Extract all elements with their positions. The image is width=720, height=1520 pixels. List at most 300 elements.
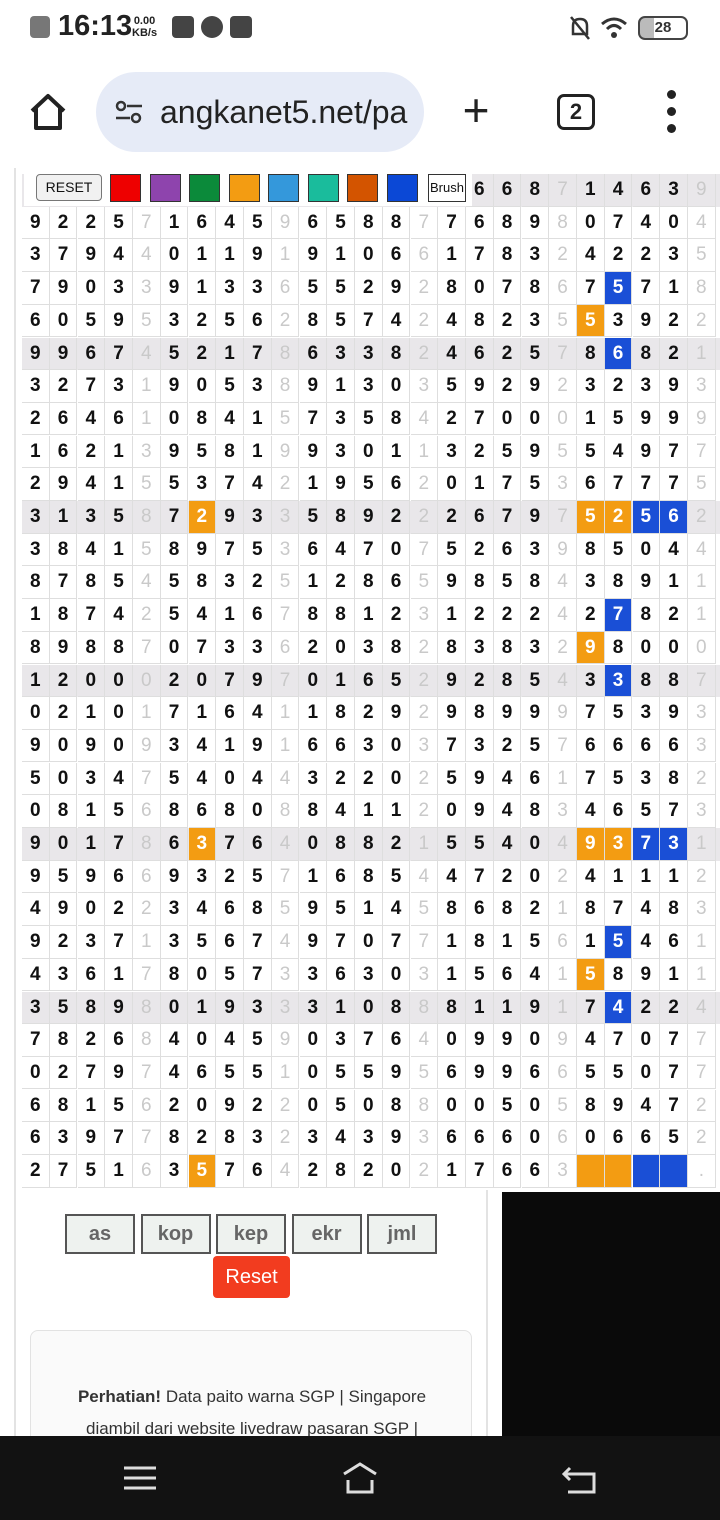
- grid-cell[interactable]: 6: [633, 174, 661, 207]
- grid-cell[interactable]: 2: [272, 1090, 300, 1123]
- grid-cell[interactable]: 6: [383, 239, 411, 272]
- grid-cell[interactable]: 1: [688, 338, 716, 371]
- grid-cell[interactable]: 8: [300, 795, 328, 828]
- grid-cell[interactable]: 1: [300, 697, 328, 730]
- grid-cell[interactable]: 3: [355, 730, 383, 763]
- grid-cell[interactable]: 4: [411, 861, 439, 894]
- grid-cell[interactable]: 7: [327, 926, 355, 959]
- grid-cell[interactable]: 2: [383, 501, 411, 534]
- grid-cell[interactable]: 6: [161, 828, 189, 861]
- grid-cell[interactable]: 3: [411, 730, 439, 763]
- grid-cell[interactable]: 5: [522, 926, 550, 959]
- grid-cell[interactable]: 4: [216, 207, 244, 240]
- grid-cell[interactable]: 2: [78, 1024, 106, 1057]
- grid-cell[interactable]: 8: [660, 665, 688, 698]
- grid-cell[interactable]: 8: [466, 926, 494, 959]
- grid-cell[interactable]: 9: [383, 272, 411, 305]
- grid-cell[interactable]: 8: [133, 992, 161, 1025]
- grid-cell[interactable]: 3: [577, 665, 605, 698]
- grid-cell[interactable]: 3: [300, 959, 328, 992]
- grid-cell[interactable]: 9: [522, 992, 550, 1025]
- grid-cell[interactable]: 4: [161, 1024, 189, 1057]
- grid-cell[interactable]: 2: [605, 239, 633, 272]
- grid-cell[interactable]: 6: [133, 861, 161, 894]
- grid-cell[interactable]: 8: [189, 566, 217, 599]
- grid-cell[interactable]: 2: [355, 697, 383, 730]
- grid-cell[interactable]: 1: [355, 795, 383, 828]
- grid-cell[interactable]: 1: [438, 926, 466, 959]
- grid-cell[interactable]: 4: [577, 861, 605, 894]
- grid-cell[interactable]: 5: [133, 534, 161, 567]
- grid-cell[interactable]: 2: [633, 239, 661, 272]
- color-swatch[interactable]: [189, 174, 220, 202]
- grid-cell[interactable]: 6: [189, 1057, 217, 1090]
- grid-cell[interactable]: 9: [244, 665, 272, 698]
- grid-cell[interactable]: 5: [50, 861, 78, 894]
- grid-cell[interactable]: 8: [133, 828, 161, 861]
- grid-cell[interactable]: 5: [355, 1057, 383, 1090]
- grid-cell[interactable]: 0: [189, 959, 217, 992]
- grid-cell[interactable]: 4: [244, 763, 272, 796]
- grid-cell[interactable]: 8: [50, 1024, 78, 1057]
- grid-cell[interactable]: 2: [411, 468, 439, 501]
- grid-cell[interactable]: 6: [244, 305, 272, 338]
- grid-cell[interactable]: 2: [300, 632, 328, 665]
- grid-cell[interactable]: 3: [22, 370, 50, 403]
- grid-cell[interactable]: 2: [466, 436, 494, 469]
- grid-cell[interactable]: 9: [494, 1024, 522, 1057]
- grid-cell[interactable]: 7: [633, 828, 661, 861]
- grid-cell[interactable]: 8: [161, 795, 189, 828]
- grid-cell[interactable]: 1: [438, 239, 466, 272]
- color-swatch[interactable]: [110, 174, 141, 202]
- grid-cell[interactable]: 4: [133, 338, 161, 371]
- grid-cell[interactable]: 9: [688, 403, 716, 436]
- grid-cell[interactable]: 4: [105, 763, 133, 796]
- grid-cell[interactable]: 2: [383, 599, 411, 632]
- grid-cell[interactable]: 4: [660, 534, 688, 567]
- grid-cell[interactable]: 0: [161, 239, 189, 272]
- grid-cell[interactable]: 4: [272, 763, 300, 796]
- grid-cell[interactable]: 9: [300, 436, 328, 469]
- grid-cell[interactable]: 0: [161, 632, 189, 665]
- grid-cell[interactable]: 5: [216, 305, 244, 338]
- grid-cell[interactable]: 5: [216, 370, 244, 403]
- grid-cell[interactable]: 8: [522, 272, 550, 305]
- grid-cell[interactable]: 5: [244, 1057, 272, 1090]
- grid-cell[interactable]: 4: [411, 1024, 439, 1057]
- grid-cell[interactable]: 4: [605, 436, 633, 469]
- grid-cell[interactable]: 4: [133, 239, 161, 272]
- grid-cell[interactable]: 8: [411, 1090, 439, 1123]
- grid-cell[interactable]: 7: [50, 1155, 78, 1188]
- grid-cell[interactable]: 1: [300, 468, 328, 501]
- grid-cell[interactable]: 5: [438, 370, 466, 403]
- grid-cell[interactable]: 7: [605, 599, 633, 632]
- grid-cell[interactable]: 7: [105, 828, 133, 861]
- grid-cell[interactable]: 3: [22, 992, 50, 1025]
- grid-cell[interactable]: 5: [605, 926, 633, 959]
- grid-cell[interactable]: 1: [133, 926, 161, 959]
- grid-cell[interactable]: 3: [133, 436, 161, 469]
- grid-cell[interactable]: 3: [22, 534, 50, 567]
- grid-cell[interactable]: 1: [688, 959, 716, 992]
- grid-cell[interactable]: 0: [466, 272, 494, 305]
- grid-cell[interactable]: 1: [300, 566, 328, 599]
- grid-cell[interactable]: 7: [494, 272, 522, 305]
- grid-cell[interactable]: 0: [383, 730, 411, 763]
- grid-cell[interactable]: 8: [22, 632, 50, 665]
- grid-cell[interactable]: 3: [355, 338, 383, 371]
- grid-cell[interactable]: 3: [688, 795, 716, 828]
- grid-cell[interactable]: 6: [549, 1057, 577, 1090]
- grid-cell[interactable]: 8: [660, 763, 688, 796]
- grid-cell[interactable]: 7: [133, 1122, 161, 1155]
- grid-cell[interactable]: 8: [522, 174, 550, 207]
- grid-cell[interactable]: 8: [355, 861, 383, 894]
- grid-cell[interactable]: 4: [383, 305, 411, 338]
- grid-cell[interactable]: 5: [494, 436, 522, 469]
- grid-cell[interactable]: 7: [355, 534, 383, 567]
- grid-cell[interactable]: 5: [438, 763, 466, 796]
- grid-cell[interactable]: 4: [78, 534, 106, 567]
- grid-cell[interactable]: 1: [466, 468, 494, 501]
- reset-colors-button[interactable]: RESET: [36, 174, 102, 201]
- grid-cell[interactable]: 5: [633, 501, 661, 534]
- grid-cell[interactable]: 6: [189, 795, 217, 828]
- grid-cell[interactable]: 6: [216, 697, 244, 730]
- grid-cell[interactable]: 4: [549, 599, 577, 632]
- grid-cell[interactable]: 0: [633, 1057, 661, 1090]
- grid-cell[interactable]: 8: [133, 501, 161, 534]
- grid-cell[interactable]: 3: [161, 893, 189, 926]
- grid-cell[interactable]: 4: [633, 207, 661, 240]
- grid-cell[interactable]: 2: [411, 763, 439, 796]
- grid-cell[interactable]: 9: [633, 436, 661, 469]
- address-bar[interactable]: [96, 72, 424, 152]
- grid-cell[interactable]: 9: [522, 697, 550, 730]
- grid-cell[interactable]: 9: [22, 861, 50, 894]
- grid-cell[interactable]: 7: [494, 468, 522, 501]
- grid-cell[interactable]: 3: [411, 959, 439, 992]
- grid-cell[interactable]: 8: [189, 403, 217, 436]
- grid-cell[interactable]: 5: [577, 959, 605, 992]
- grid-cell[interactable]: 2: [133, 893, 161, 926]
- grid-cell[interactable]: 4: [216, 1024, 244, 1057]
- grid-cell[interactable]: 9: [522, 501, 550, 534]
- grid-cell[interactable]: 8: [50, 1090, 78, 1123]
- grid-cell[interactable]: 1: [577, 174, 605, 207]
- grid-cell[interactable]: 7: [577, 697, 605, 730]
- grid-cell[interactable]: 8: [78, 992, 106, 1025]
- grid-cell[interactable]: 0: [383, 534, 411, 567]
- recent-apps-icon[interactable]: [120, 1458, 160, 1498]
- grid-cell[interactable]: 0: [327, 632, 355, 665]
- grid-cell[interactable]: 8: [605, 959, 633, 992]
- grid-cell[interactable]: 5: [355, 403, 383, 436]
- grid-cell[interactable]: 9: [300, 370, 328, 403]
- grid-cell[interactable]: 4: [549, 665, 577, 698]
- grid-cell[interactable]: 2: [244, 1090, 272, 1123]
- grid-cell[interactable]: 8: [577, 893, 605, 926]
- grid-cell[interactable]: 6: [105, 403, 133, 436]
- grid-cell[interactable]: 4: [549, 566, 577, 599]
- grid-cell[interactable]: 3: [411, 370, 439, 403]
- grid-cell[interactable]: 3: [244, 632, 272, 665]
- grid-cell[interactable]: 9: [633, 959, 661, 992]
- grid-cell[interactable]: 1: [189, 992, 217, 1025]
- color-swatch[interactable]: [347, 174, 378, 202]
- color-swatch[interactable]: [268, 174, 299, 202]
- grid-cell[interactable]: 3: [50, 959, 78, 992]
- grid-cell[interactable]: 0: [300, 1090, 328, 1123]
- grid-cell[interactable]: 2: [411, 305, 439, 338]
- grid-cell[interactable]: 5: [383, 665, 411, 698]
- grid-cell[interactable]: 9: [605, 1090, 633, 1123]
- grid-cell[interactable]: 5: [522, 338, 550, 371]
- grid-cell[interactable]: 1: [216, 338, 244, 371]
- grid-cell[interactable]: 6: [549, 1122, 577, 1155]
- grid-cell[interactable]: 2: [466, 665, 494, 698]
- grid-cell[interactable]: 8: [549, 207, 577, 240]
- new-tab-button[interactable]: +: [462, 84, 490, 136]
- grid-cell[interactable]: 3: [78, 763, 106, 796]
- grid-cell[interactable]: 4: [577, 795, 605, 828]
- grid-cell[interactable]: 0: [105, 697, 133, 730]
- grid-cell[interactable]: 2: [466, 599, 494, 632]
- grid-cell[interactable]: 6: [494, 1155, 522, 1188]
- grid-cell[interactable]: 5: [355, 468, 383, 501]
- grid-cell[interactable]: 6: [105, 861, 133, 894]
- grid-cell[interactable]: 5: [78, 1155, 106, 1188]
- grid-cell[interactable]: 3: [244, 992, 272, 1025]
- grid-cell[interactable]: 0: [577, 207, 605, 240]
- grid-cell[interactable]: 6: [605, 795, 633, 828]
- grid-cell[interactable]: 1: [272, 239, 300, 272]
- grid-cell[interactable]: 5: [577, 305, 605, 338]
- grid-cell[interactable]: 0: [300, 828, 328, 861]
- grid-cell[interactable]: 8: [522, 795, 550, 828]
- grid-cell[interactable]: [633, 1155, 661, 1188]
- grid-cell[interactable]: 2: [494, 370, 522, 403]
- grid-cell[interactable]: 1: [549, 893, 577, 926]
- grid-cell[interactable]: 4: [577, 1024, 605, 1057]
- grid-cell[interactable]: 1: [216, 730, 244, 763]
- grid-cell[interactable]: 6: [22, 1090, 50, 1123]
- grid-cell[interactable]: 2: [633, 992, 661, 1025]
- grid-cell[interactable]: 5: [327, 305, 355, 338]
- grid-cell[interactable]: 5: [244, 861, 272, 894]
- grid-cell[interactable]: 7: [133, 632, 161, 665]
- grid-cell[interactable]: 3: [688, 730, 716, 763]
- grid-cell[interactable]: 0: [522, 1024, 550, 1057]
- grid-cell[interactable]: 7: [411, 926, 439, 959]
- grid-cell[interactable]: 9: [466, 1057, 494, 1090]
- grid-cell[interactable]: 4: [189, 599, 217, 632]
- grid-cell[interactable]: 8: [78, 632, 106, 665]
- grid-cell[interactable]: 7: [78, 370, 106, 403]
- grid-cell[interactable]: 3: [300, 763, 328, 796]
- grid-cell[interactable]: 0: [355, 239, 383, 272]
- grid-cell[interactable]: 1: [22, 436, 50, 469]
- grid-cell[interactable]: 7: [466, 1155, 494, 1188]
- grid-cell[interactable]: 4: [688, 207, 716, 240]
- grid-cell[interactable]: 1: [327, 992, 355, 1025]
- grid-cell[interactable]: 5: [300, 272, 328, 305]
- grid-cell[interactable]: 8: [494, 207, 522, 240]
- calculator-reset-button[interactable]: Reset: [213, 1256, 290, 1298]
- grid-cell[interactable]: 0: [549, 403, 577, 436]
- grid-cell[interactable]: 5: [105, 1090, 133, 1123]
- grid-cell[interactable]: 9: [272, 436, 300, 469]
- grid-cell[interactable]: 6: [633, 730, 661, 763]
- grid-cell[interactable]: 2: [494, 599, 522, 632]
- grid-cell[interactable]: 7: [300, 403, 328, 436]
- grid-cell[interactable]: 6: [466, 1122, 494, 1155]
- grid-cell[interactable]: 9: [272, 207, 300, 240]
- grid-cell[interactable]: 4: [383, 893, 411, 926]
- grid-cell[interactable]: 6: [189, 207, 217, 240]
- grid-cell[interactable]: 2: [189, 338, 217, 371]
- grid-cell[interactable]: 8: [577, 338, 605, 371]
- grid-cell[interactable]: 0: [633, 534, 661, 567]
- grid-cell[interactable]: 3: [660, 239, 688, 272]
- grid-cell[interactable]: 2: [78, 207, 106, 240]
- grid-cell[interactable]: 8: [161, 1122, 189, 1155]
- grid-cell[interactable]: 0: [50, 305, 78, 338]
- grid-cell[interactable]: 3: [327, 403, 355, 436]
- grid-cell[interactable]: 6: [522, 763, 550, 796]
- grid-cell[interactable]: 5: [161, 763, 189, 796]
- grid-cell[interactable]: 5: [577, 436, 605, 469]
- grid-cell[interactable]: 0: [383, 959, 411, 992]
- grid-cell[interactable]: 1: [383, 436, 411, 469]
- grid-cell[interactable]: 3: [272, 501, 300, 534]
- grid-cell[interactable]: 6: [300, 730, 328, 763]
- grid-cell[interactable]: 2: [577, 599, 605, 632]
- grid-cell[interactable]: 2: [244, 566, 272, 599]
- grid-cell[interactable]: 4: [189, 763, 217, 796]
- grid-cell[interactable]: 0: [522, 828, 550, 861]
- grid-cell[interactable]: 3: [522, 534, 550, 567]
- site-settings-icon[interactable]: [114, 98, 144, 126]
- grid-cell[interactable]: 8: [327, 1155, 355, 1188]
- grid-cell[interactable]: 4: [438, 861, 466, 894]
- grid-cell[interactable]: 8: [272, 338, 300, 371]
- grid-cell[interactable]: 5: [327, 1057, 355, 1090]
- grid-cell[interactable]: 4: [411, 403, 439, 436]
- grid-cell[interactable]: 1: [605, 861, 633, 894]
- grid-cell[interactable]: 0: [78, 893, 106, 926]
- grid-cell[interactable]: 2: [327, 763, 355, 796]
- grid-cell[interactable]: 4: [272, 926, 300, 959]
- color-swatch[interactable]: [387, 174, 418, 202]
- grid-cell[interactable]: 0: [22, 697, 50, 730]
- grid-cell[interactable]: 2: [494, 338, 522, 371]
- grid-cell[interactable]: 5: [605, 534, 633, 567]
- grid-cell[interactable]: 1: [133, 403, 161, 436]
- grid-cell[interactable]: 2: [494, 861, 522, 894]
- grid-cell[interactable]: 8: [466, 566, 494, 599]
- grid-cell[interactable]: 9: [660, 403, 688, 436]
- grid-cell[interactable]: 7: [660, 468, 688, 501]
- grid-cell[interactable]: 6: [494, 534, 522, 567]
- grid-cell[interactable]: 8: [272, 370, 300, 403]
- grid-cell[interactable]: 0: [50, 730, 78, 763]
- grid-cell[interactable]: 1: [189, 239, 217, 272]
- grid-cell[interactable]: 9: [50, 338, 78, 371]
- grid-cell[interactable]: 5: [50, 992, 78, 1025]
- grid-cell[interactable]: 0: [522, 1122, 550, 1155]
- grid-cell[interactable]: 1: [78, 697, 106, 730]
- grid-cell[interactable]: 2: [133, 599, 161, 632]
- grid-cell[interactable]: 6: [605, 1122, 633, 1155]
- grid-cell[interactable]: 9: [105, 1057, 133, 1090]
- grid-cell[interactable]: 3: [300, 992, 328, 1025]
- grid-cell[interactable]: 7: [633, 272, 661, 305]
- grid-cell[interactable]: 7: [105, 926, 133, 959]
- grid-cell[interactable]: 2: [494, 730, 522, 763]
- grid-cell[interactable]: 8: [605, 632, 633, 665]
- grid-cell[interactable]: 7: [244, 959, 272, 992]
- grid-cell[interactable]: 5: [327, 272, 355, 305]
- grid-cell[interactable]: 5: [244, 534, 272, 567]
- grid-cell[interactable]: 5: [161, 599, 189, 632]
- grid-cell[interactable]: 8: [660, 893, 688, 926]
- grid-cell[interactable]: 3: [549, 795, 577, 828]
- grid-cell[interactable]: 1: [300, 861, 328, 894]
- grid-cell[interactable]: 7: [549, 338, 577, 371]
- grid-cell[interactable]: 7: [272, 861, 300, 894]
- grid-cell[interactable]: 9: [244, 730, 272, 763]
- grid-cell[interactable]: 6: [438, 1122, 466, 1155]
- grid-cell[interactable]: 1: [494, 926, 522, 959]
- grid-cell[interactable]: 1: [133, 697, 161, 730]
- grid-cell[interactable]: 5: [272, 893, 300, 926]
- grid-cell[interactable]: 9: [300, 893, 328, 926]
- grid-cell[interactable]: 1: [494, 992, 522, 1025]
- grid-cell[interactable]: 8: [411, 992, 439, 1025]
- grid-cell[interactable]: 5: [161, 338, 189, 371]
- grid-cell[interactable]: 4: [438, 338, 466, 371]
- grid-cell[interactable]: 3: [189, 861, 217, 894]
- grid-cell[interactable]: 0: [78, 665, 106, 698]
- grid-cell[interactable]: 3: [244, 501, 272, 534]
- grid-cell[interactable]: 6: [133, 795, 161, 828]
- grid-cell[interactable]: 3: [438, 436, 466, 469]
- grid-cell[interactable]: 5: [22, 763, 50, 796]
- grid-cell[interactable]: 4: [216, 403, 244, 436]
- grid-cell[interactable]: 0: [355, 926, 383, 959]
- grid-cell[interactable]: 3: [216, 272, 244, 305]
- grid-cell[interactable]: 0: [522, 403, 550, 436]
- grid-cell[interactable]: 9: [22, 828, 50, 861]
- grid-cell[interactable]: 6: [327, 861, 355, 894]
- grid-cell[interactable]: 7: [383, 926, 411, 959]
- grid-cell[interactable]: 6: [605, 730, 633, 763]
- grid-cell[interactable]: 0: [438, 1024, 466, 1057]
- grid-cell[interactable]: 7: [244, 926, 272, 959]
- grid-cell[interactable]: 4: [78, 468, 106, 501]
- grid-cell[interactable]: 8: [355, 828, 383, 861]
- grid-cell[interactable]: 0: [383, 1155, 411, 1188]
- grid-cell[interactable]: 9: [466, 370, 494, 403]
- grid-cell[interactable]: 3: [522, 632, 550, 665]
- grid-cell[interactable]: 3: [216, 566, 244, 599]
- grid-cell[interactable]: 9: [383, 1057, 411, 1090]
- grid-cell[interactable]: 7: [133, 959, 161, 992]
- grid-cell[interactable]: 2: [522, 599, 550, 632]
